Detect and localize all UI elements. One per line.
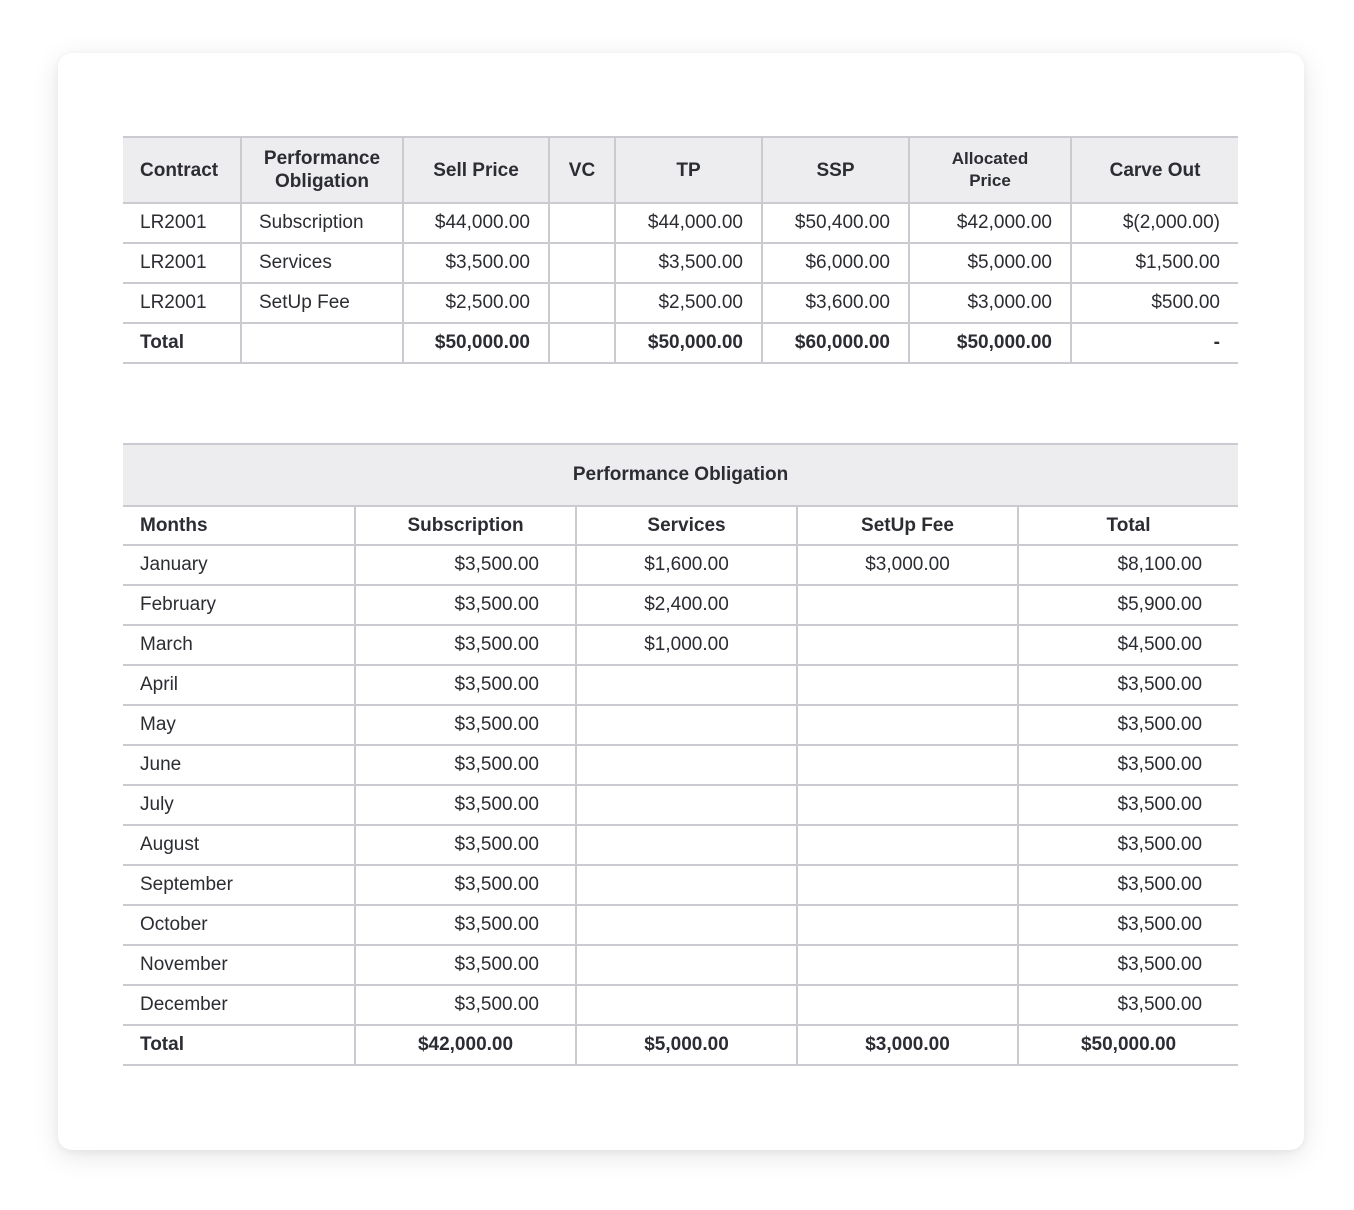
contract-cell: LR2001 xyxy=(123,243,241,283)
col-header-performance-obligation xyxy=(241,137,403,203)
col-header-performance-obligation-line2: Obligation xyxy=(275,171,369,192)
table-row xyxy=(123,665,1238,705)
table-row xyxy=(123,585,1238,625)
table-row xyxy=(123,945,1238,985)
subscription-cell: $3,500.00 xyxy=(355,705,576,745)
services-cell xyxy=(576,945,797,985)
total-row xyxy=(123,323,1238,363)
ssp-cell: $50,400.00 xyxy=(762,203,909,243)
services-total: $5,000.00 xyxy=(576,1025,797,1065)
services-cell xyxy=(576,705,797,745)
sell-price-total: $50,000.00 xyxy=(403,323,549,363)
col-header-vc: VC xyxy=(549,137,615,203)
row-total-cell: $3,500.00 xyxy=(1018,825,1238,865)
setup-fee-cell xyxy=(797,705,1018,745)
row-total-cell: $3,500.00 xyxy=(1018,745,1238,785)
setup-fee-total: $3,000.00 xyxy=(797,1025,1018,1065)
sell-price-cell: $2,500.00 xyxy=(403,283,549,323)
schedule-table xyxy=(123,443,1238,1066)
setup-fee-cell: $3,000.00 xyxy=(797,545,1018,585)
setup-fee-cell xyxy=(797,985,1018,1025)
table-row xyxy=(123,865,1238,905)
row-total-cell: $3,500.00 xyxy=(1018,905,1238,945)
schedule-header-row xyxy=(123,506,1238,545)
month-cell: November xyxy=(123,945,355,985)
setup-fee-cell xyxy=(797,665,1018,705)
setup-fee-cell xyxy=(797,865,1018,905)
carve-out-cell: $1,500.00 xyxy=(1071,243,1238,283)
subscription-cell: $3,500.00 xyxy=(355,865,576,905)
group-header-row xyxy=(123,444,1238,506)
col-header-allocated-price-line1: Allocated xyxy=(951,149,1029,168)
obligation-cell xyxy=(241,323,403,363)
col-header-services: Services xyxy=(576,506,797,545)
allocation-header-row xyxy=(123,137,1238,203)
month-cell: December xyxy=(123,985,355,1025)
month-cell: February xyxy=(123,585,355,625)
table-row xyxy=(123,705,1238,745)
row-total-cell: $3,500.00 xyxy=(1018,705,1238,745)
vc-cell xyxy=(549,323,615,363)
row-total-cell: $3,500.00 xyxy=(1018,665,1238,705)
setup-fee-cell xyxy=(797,905,1018,945)
month-cell: April xyxy=(123,665,355,705)
setup-fee-cell xyxy=(797,585,1018,625)
carve-out-cell: $500.00 xyxy=(1071,283,1238,323)
table-row xyxy=(123,625,1238,665)
services-cell xyxy=(576,745,797,785)
services-cell: $2,400.00 xyxy=(576,585,797,625)
sell-price-cell: $44,000.00 xyxy=(403,203,549,243)
setup-fee-cell xyxy=(797,785,1018,825)
table-row xyxy=(123,825,1238,865)
table-row xyxy=(123,243,1238,283)
obligation-cell: Services xyxy=(241,243,403,283)
col-header-sell-price: Sell Price xyxy=(403,137,549,203)
tp-cell: $2,500.00 xyxy=(615,283,762,323)
col-header-months: Months xyxy=(123,506,355,545)
tp-cell: $3,500.00 xyxy=(615,243,762,283)
setup-fee-cell xyxy=(797,625,1018,665)
row-total-cell: $5,900.00 xyxy=(1018,585,1238,625)
col-header-carve-out: Carve Out xyxy=(1071,137,1238,203)
services-cell xyxy=(576,865,797,905)
col-header-contract: Contract xyxy=(123,137,241,203)
row-total-cell: $4,500.00 xyxy=(1018,625,1238,665)
services-cell: $1,000.00 xyxy=(576,625,797,665)
document-card xyxy=(58,53,1304,1150)
total-row xyxy=(123,1025,1238,1065)
table-row xyxy=(123,283,1238,323)
month-cell: July xyxy=(123,785,355,825)
subscription-cell: $3,500.00 xyxy=(355,665,576,705)
tp-cell: $44,000.00 xyxy=(615,203,762,243)
col-header-subscription: Subscription xyxy=(355,506,576,545)
subscription-cell: $3,500.00 xyxy=(355,945,576,985)
obligation-cell: Subscription xyxy=(241,203,403,243)
setup-fee-cell xyxy=(797,945,1018,985)
subscription-cell: $3,500.00 xyxy=(355,785,576,825)
col-header-allocated-price-line2: Price xyxy=(969,171,1011,190)
carve-out-cell: $(2,000.00) xyxy=(1071,203,1238,243)
setup-fee-cell xyxy=(797,825,1018,865)
col-header-setup-fee: SetUp Fee xyxy=(797,506,1018,545)
tp-total: $50,000.00 xyxy=(615,323,762,363)
month-cell: August xyxy=(123,825,355,865)
vc-cell xyxy=(549,283,615,323)
performance-obligation-group-header: Performance Obligation xyxy=(123,444,1238,506)
row-total-cell: $3,500.00 xyxy=(1018,865,1238,905)
subscription-cell: $3,500.00 xyxy=(355,985,576,1025)
ssp-total: $60,000.00 xyxy=(762,323,909,363)
ssp-cell: $6,000.00 xyxy=(762,243,909,283)
col-header-tp: TP xyxy=(615,137,762,203)
vc-cell xyxy=(549,243,615,283)
services-cell xyxy=(576,665,797,705)
sell-price-cell: $3,500.00 xyxy=(403,243,549,283)
table-row xyxy=(123,745,1238,785)
col-header-allocated-price xyxy=(909,137,1071,203)
vc-cell xyxy=(549,203,615,243)
contract-cell: LR2001 xyxy=(123,283,241,323)
obligation-cell: SetUp Fee xyxy=(241,283,403,323)
month-cell: March xyxy=(123,625,355,665)
subscription-cell: $3,500.00 xyxy=(355,585,576,625)
subscription-total: $42,000.00 xyxy=(355,1025,576,1065)
grand-total: $50,000.00 xyxy=(1018,1025,1238,1065)
total-label: Total xyxy=(123,1025,355,1065)
subscription-cell: $3,500.00 xyxy=(355,545,576,585)
month-cell: June xyxy=(123,745,355,785)
month-cell: January xyxy=(123,545,355,585)
table-row xyxy=(123,785,1238,825)
subscription-cell: $3,500.00 xyxy=(355,625,576,665)
allocated-price-cell: $3,000.00 xyxy=(909,283,1071,323)
ssp-cell: $3,600.00 xyxy=(762,283,909,323)
table-row xyxy=(123,985,1238,1025)
allocated-price-total: $50,000.00 xyxy=(909,323,1071,363)
month-cell: May xyxy=(123,705,355,745)
total-label: Total xyxy=(123,323,241,363)
col-header-total: Total xyxy=(1018,506,1238,545)
allocated-price-cell: $42,000.00 xyxy=(909,203,1071,243)
subscription-cell: $3,500.00 xyxy=(355,825,576,865)
table-row xyxy=(123,905,1238,945)
col-header-ssp: SSP xyxy=(762,137,909,203)
table-row xyxy=(123,545,1238,585)
subscription-cell: $3,500.00 xyxy=(355,905,576,945)
setup-fee-cell xyxy=(797,745,1018,785)
subscription-cell: $3,500.00 xyxy=(355,745,576,785)
carve-out-total: - xyxy=(1071,323,1238,363)
services-cell xyxy=(576,985,797,1025)
services-cell xyxy=(576,825,797,865)
contract-cell: LR2001 xyxy=(123,203,241,243)
row-total-cell: $3,500.00 xyxy=(1018,945,1238,985)
month-cell: October xyxy=(123,905,355,945)
services-cell xyxy=(576,785,797,825)
row-total-cell: $8,100.00 xyxy=(1018,545,1238,585)
col-header-performance-obligation-line1: Performance xyxy=(263,148,381,169)
services-cell: $1,600.00 xyxy=(576,545,797,585)
row-total-cell: $3,500.00 xyxy=(1018,785,1238,825)
row-total-cell: $3,500.00 xyxy=(1018,985,1238,1025)
allocation-table xyxy=(123,136,1238,364)
table-row xyxy=(123,203,1238,243)
services-cell xyxy=(576,905,797,945)
month-cell: September xyxy=(123,865,355,905)
allocated-price-cell: $5,000.00 xyxy=(909,243,1071,283)
